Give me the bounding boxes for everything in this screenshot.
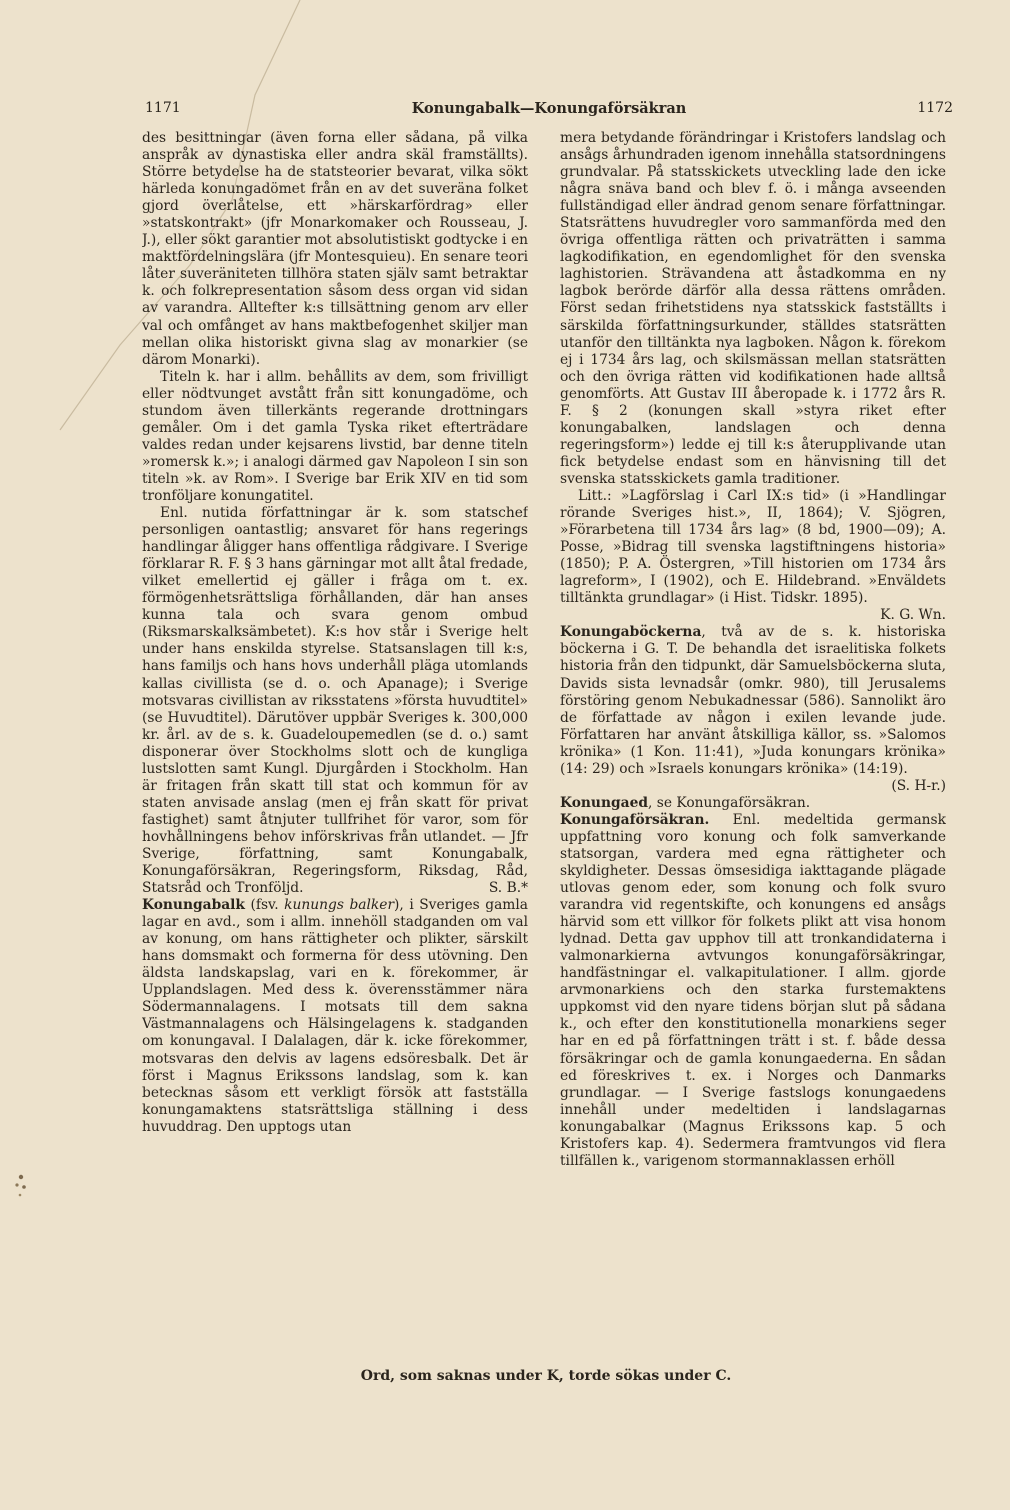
ink-stain-mark <box>8 1165 34 1205</box>
paragraph: Titeln k. har i allm. behållits av dem, som frivilligt eller nödtvunget avstått från sitt konungadöme, och stundom även tillerkänts regerande drottningars gemåler. Om i det gamla Tyska riket efterträdare valdes redan under kejsarens livstid, bar denne titeln »romersk k.»; i analogi därmed gav Napoleon I sin son titeln »k. av Rom». I Sverige bar Erik XIV en tid som tronföljare konungatitel. <box>142 368 528 504</box>
running-header <box>145 100 953 124</box>
paragraph-text: Litt.: »Lagförslag i Carl IX:s tid» (i »Handlingar rörande Sveriges hist.», II, 1864); V. Sjögren, »Förarbetena till 1734 års lag» (8 bd, 1900—09); A. Posse, »Bidrag till svenska lagstiftningens historia» (1850); P. A. Östergren, »Till historien om 1734 års lagreform», I (1902), och E. Hildebrand. »Enväldets tilltänkta grundlagar» (i Hist. Tidskr. 1895). <box>560 487 946 607</box>
page-number-right: 1172 <box>917 100 953 116</box>
entry-headword: Konungaförsäkran. <box>560 811 710 828</box>
entry-body: ), i Sveriges gamla lagar en avd., som i allm. innehöll stadganden om val av konung, om hans rättigheter och plikter, särskilt hans domsmakt och formerna för dess utövning. Den äldsta landskapslag, vari en k. förekommer, är Upplandslagen. Med dess k. överensstämmer nära Södermannalagens. I motsats till dem sakna Västmannalagens och Hälsingelagens k. stadganden om konungaval. I Dalalagen, där k. icke förekommer, motsvaras den delvis av lagens edsöresbalk. Det är först i Magnus Erikssons landslag, som k. kan betecknas såsom ett verkligt försök att fastställa konungamaktens statsrättsliga ställning i dess huvuddrag. Den upptogs utan <box>142 897 528 1135</box>
entry-body: , se Konungaförsäkran. <box>648 794 811 811</box>
right-column <box>560 130 946 1366</box>
paragraph: mera betydande förändringar i Kristofers landslag och ansågs århundraden igenom innehålla statsordningens grundvalar. På statsskickets utveckling lade den icke några snäva band och blev f. ö. i många avseenden fullständigad eller ändrad genom senare författningar. Statsrättens huvudregler voro sammanförda med den övriga offentliga rätten och privaträtten i samma lagkodifikation, en egendomlighet för den svenska laghistorien. Strävandena att åstadkomma en ny lagbok berörde därför alla dessa rättens områden. Först sedan frihetstidens nya statsskick fastställts i särskilda författningsurkunder, ställdes statsrätten utanför den tilltänkta nya lagboken. Någon k. förekom ej i 1734 års lag, och skilsmässan mellan statsrätten och den övriga rätten vid kodifikationen hade alltså genomförts. Att Gustav III åberopade k. i 1772 års R. F. § 2 (konungen skall »styra riket efter konungabalken, landslagen och denna regeringsform») ledde ej till k:s återupplivande utan fick betydelse endast som en hänvisning till det svenska statsskickets gamla traditioner. <box>560 130 946 487</box>
entry-body: , två av de s. k. historiska böckerna i G. T. De behandla det israelitiska folkets historia från den tidpunkt, där Samuelsböckerna sluta, Davids sista levnadsår (omkr. 980), till Jerusalems förstöring genom Nebukadnessar (586). Sannolikt äro de författade av någon i exilen levande jude. Författaren har använt åtskilliga källor, ss. »Salomos krönika» (1 Kon. 11:41), »Juda konungars krönika» (14: 29) och »Israels konungars krönika» (14:19). <box>560 624 946 777</box>
page-footer-note: Ord, som saknas under K, torde sökas under C. <box>360 1368 732 1384</box>
paragraph-text: Enl. nutida författningar är k. som statschef personligen oantastlig; ansvaret för hans regerings handlingar åligger hans offentliga rådgivare. I Sverige förklarar R. F. § 3 hans gärningar mot allt åtal fredade, vilket emellertid ej gäller i fråga om t. ex. förmögenhetsrättsliga förhållanden, där han anses kunna tala och svara genom ombud (Riksmarskalksämbetet). K:s hov står i Sverige helt under hans enskilda styrelse. Statsanslagen till k:s, hans familjs och hans hovs underhåll pläga utomlands kallas civillista (se d. o. och Apanage); i Sverige motsvaras civillistan av riksstatens »första huvudtitel» (se Huvudtitel). Därutöver uppbär Sveriges k. 300,000 kr. årl. av de s. k. Guadeloupemedlen (se d. o.) samt disponerar över Stockholms slott och de kungliga lustslotten samt Kungl. Djurgården i Stockholm. Han är fritagen från skatt till stat och kommun för av staten anvisade anslag (men ej från skatt för privat fastighet) samt åtnjuter tullfrihet för varor, som för hovhållningens behov införskrivas från utlandet. — Jfr Sverige, författning, samt Konungabalk, Konungaförsäkran, Regeringsform, Riksdag, Råd, Statsråd och Tronföljd. <box>142 505 528 897</box>
entry-konungabockerna <box>560 624 946 794</box>
left-column <box>142 130 528 1366</box>
page-number-left: 1171 <box>145 100 181 116</box>
paragraph: des besittningar (även forna eller sådana, på vilka anspråk av dynastiska eller andra skäl framställts). Större betydelse ha de statsteorier bevarat, vilka sökt härleda konungadömet från en av det suveräna folket gjord överlåtelse, ett »härskarfördrag» eller »statskontrakt» (jfr Monarkomaker och Rousseau, J. J.), eller sökt garantier mot absolutistiskt godtycke i en maktfördelningslära (jfr Montesquieu). En senare teori låter suveräniteten tillhöra staten själv samt betraktar k. och folkrepresentation såsom dess organ vid sidan av varandra. Alltefter k:s tillsättning genom arv eller val och omfånget av hans maktbefogenhet skiljer man mellan olika historiskt givna slag av monarkier (se därom Monarki). <box>142 130 528 368</box>
entry-headword: Konungaböckerna <box>560 624 702 641</box>
entry-paren: (fsv. <box>250 897 279 914</box>
author-signature: K. G. Wn. <box>880 607 946 624</box>
running-title: Konungabalk—Konungaförsäkran <box>411 100 687 117</box>
entry-konungabalk <box>142 897 528 1136</box>
paragraph <box>142 505 528 897</box>
entry-term: kunungs balker <box>284 897 395 914</box>
entry-headword: Konungaed <box>560 794 648 811</box>
author-signature: (S. H-r.) <box>891 777 946 794</box>
entry-body: Enl. medeltida germansk uppfattning voro konung och folk samverkande statsorgan, vardera med egna rättigheter och skyldigheter. Dessas ömsesidiga iakttagande plägade utlovas genom eder, som konung och folk svuro varandra vid regentskifte, och konungens ed ansågs härvid som ett villkor för folkets plikt att visa honom lydnad. Detta gav upphov till att tronkandidaterna i valmonarkierna avtvungos konungaförsäkringar, handfästningar el. valkapitulationer. I allm. gjorde arvmonarkiens och den starka furstemaktens uppkomst vid den nyare tidens början slut på sådana k., och efter den konstitutionella monarkiens seger har en ed på författningen trätt i st. f. både dessa försäkringar och de gamla konungaederna. En sådan ed föreskrives t. ex. i Norges och Danmarks grundlagar. — I Sverige fastslogs konungaedens innehåll under medeltiden i landslagarnas konungabalkar (Magnus Erikssons kap. 5 och Kristofers kap. 4). Sedermera framtvungos vid flera tillfällen k., varigenom stormannaklassen erhöll <box>560 811 946 1169</box>
author-signature: S. B.* <box>488 880 528 897</box>
entry-headword: Konungabalk <box>142 897 245 914</box>
entry-konungaed <box>560 795 946 812</box>
entry-konungaforsakran <box>560 812 946 1170</box>
literature-paragraph <box>560 487 946 624</box>
